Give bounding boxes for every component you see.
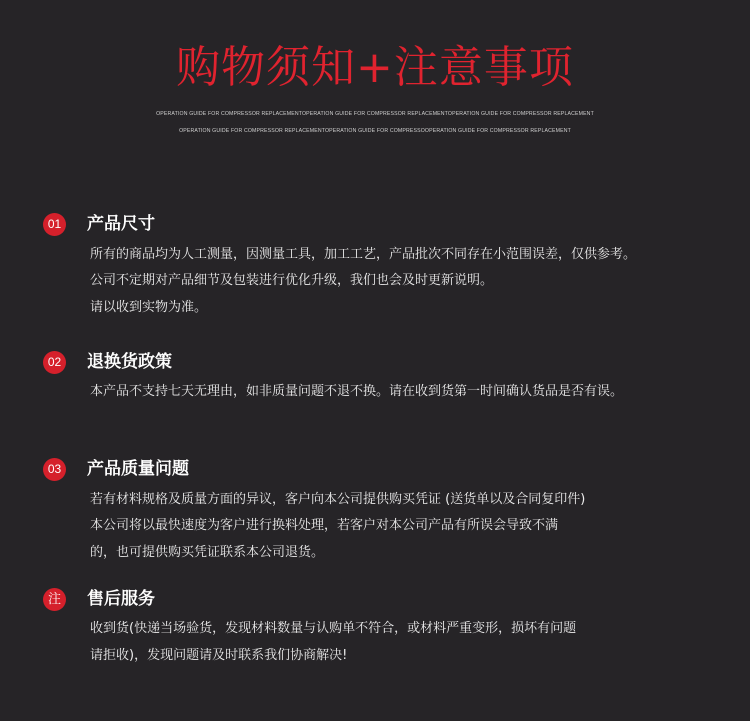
section-text-line: 本公司将以最快速度为客户进行换料处理，若客户对本公司产品有所误会导致不满 (90, 518, 559, 533)
section-heading: 售后服务 (87, 589, 155, 609)
section-note-badge: 注 (43, 588, 66, 611)
section-heading: 退换货政策 (87, 352, 172, 372)
subtitle-line-2: OPERATION GUIDE FOR COMPRESSOR REPLACEMENTOPERATION GUIDE FOR COMPRESSOOPERATION GUIDE FOR COMPRESSOR REPLACEMENT (179, 128, 571, 134)
section-text-line: 公司不定期对产品细节及包装进行优化升级，我们也会及时更新说明。 (90, 273, 494, 288)
section-text-line: 所有的商品均为人工测量，因测量工具，加工工艺，产品批次不同存在小范围误差，仅供参考。 (90, 247, 637, 262)
section-number-badge: 02 (43, 351, 66, 374)
page-title: 购物须知+注意事项 (176, 42, 574, 93)
section-text-line: 本产品不支持七天无理由，如非质量问题不退不换。请在收到货第一时间确认货品是否有误。 (90, 384, 624, 399)
section-heading: 产品质量问题 (87, 459, 189, 479)
section-text-line: 的，也可提供购买凭证联系本公司退货。 (90, 545, 325, 560)
section-number-badge: 01 (43, 213, 66, 236)
section-text-line: 若有材料规格及质量方面的异议，客户向本公司提供购买凭证 (送货单以及合同复印件) (90, 492, 586, 507)
section-text-line: 请以收到实物为准。 (90, 300, 208, 315)
section-text-line: 收到货(快递当场验货，发现材料数量与认购单不符合，或材料严重变形，损坏有问题 (90, 621, 577, 636)
section-heading: 产品尺寸 (87, 214, 155, 234)
section-number-badge: 03 (43, 458, 66, 481)
section-text-line: 请拒收)，发现问题请及时联系我们协商解决! (90, 648, 348, 663)
subtitle-line-1: OPERATION GUIDE FOR COMPRESSOR REPLACEMENTOPERATION GUIDE FOR COMPRESSOR REPLACEMENTOPERATION GUIDE FOR COMPRESSOR REPLACEMENT (156, 111, 594, 117)
